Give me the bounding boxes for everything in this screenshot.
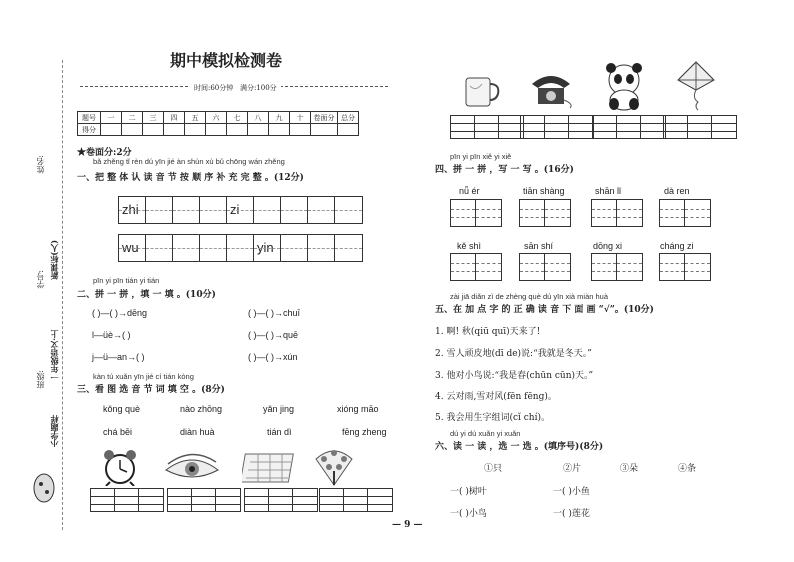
- score-cell[interactable]: [185, 124, 206, 136]
- score-row-label: 得分: [78, 124, 101, 136]
- telephone-icon: [526, 70, 576, 110]
- full-score: 满分:100分: [239, 84, 277, 92]
- s5-item[interactable]: 5. 我会用生字组词(cǐ chí)。: [435, 413, 550, 423]
- s2-item[interactable]: j—ü—an→( ): [92, 352, 145, 362]
- table-header: 卷面分: [311, 112, 338, 124]
- grid-row-2: [118, 234, 363, 262]
- s5-pinyin: zài jiā diǎn zì de zhèng què dú yīn xià miàn huà: [450, 292, 609, 301]
- s6-item[interactable]: 一( )小鱼: [553, 487, 590, 497]
- table-header: 一: [101, 112, 122, 124]
- field-icon: [242, 450, 298, 486]
- s3-title: 三、看 图 选 音 节 词 填 空 。(8分): [77, 385, 225, 395]
- grid-text: wu: [122, 240, 139, 255]
- word-option: diàn huà: [180, 427, 215, 437]
- writing-box[interactable]: [659, 199, 711, 227]
- score-cell[interactable]: [143, 124, 164, 136]
- writing-box[interactable]: [450, 253, 502, 281]
- presentation-score: ★卷面分:2分: [77, 148, 132, 158]
- writing-box[interactable]: [591, 253, 643, 281]
- score-cell[interactable]: [338, 124, 359, 136]
- s2-item[interactable]: ( )—( )→chuī: [248, 308, 301, 318]
- score-cell[interactable]: [206, 124, 227, 136]
- peacock-icon: [312, 445, 356, 487]
- grid-text: yin: [257, 240, 274, 255]
- pinyin-word: sān shí: [524, 241, 554, 251]
- grid-text: zi: [230, 202, 240, 217]
- s6-option: ②片: [563, 464, 582, 474]
- panda-icon: [598, 60, 650, 112]
- answer-box[interactable]: [592, 115, 666, 139]
- s6-pinyin: dú yi dú xuǎn yi xuǎn: [450, 429, 521, 438]
- s2-title: 二、拼 一 拼 ，填 一 填 。(10分): [77, 290, 216, 300]
- word-option: nào zhōng: [180, 404, 223, 414]
- writing-box[interactable]: [519, 253, 571, 281]
- table-header: 四: [164, 112, 185, 124]
- word-option: fēng zheng: [342, 427, 387, 437]
- table-header: 总分: [338, 112, 359, 124]
- answer-box[interactable]: [167, 488, 241, 512]
- s1-title: 一、把 整 体 认 读 音 节 按 顺 序 补 充 完 整 。(12分): [77, 173, 304, 183]
- s6-item[interactable]: 一( )树叶: [450, 487, 487, 497]
- score-cell[interactable]: [311, 124, 338, 136]
- score-cell[interactable]: [290, 124, 311, 136]
- s5-item[interactable]: 3. 他对小鸟说:“我是春(chūn cūn)天。”: [435, 371, 594, 381]
- brand-logo-icon: [32, 470, 56, 504]
- edition-label: 新课标(人): [49, 240, 59, 280]
- binding-line: [62, 60, 63, 530]
- answer-box[interactable]: [319, 488, 393, 512]
- answer-box[interactable]: [244, 488, 318, 512]
- s5-item[interactable]: 4. 云对雨,雪对风(fēn fēng)。: [435, 392, 557, 402]
- writing-box[interactable]: [519, 199, 571, 227]
- pinyin-word: shān lǐ: [595, 186, 622, 196]
- s6-item[interactable]: 一( )莲花: [553, 509, 590, 519]
- table-header: 七: [227, 112, 248, 124]
- pinyin-word: dōng xi: [593, 241, 623, 251]
- kite-icon: [674, 60, 716, 112]
- grid-row-1: [118, 196, 363, 224]
- table-header: 二: [122, 112, 143, 124]
- s5-item[interactable]: 2. 雪人顽皮地(dī de)说:“我就是冬天。”: [435, 349, 592, 359]
- answer-box[interactable]: [663, 115, 737, 139]
- time-limit: 时间:60分钟: [194, 84, 234, 92]
- score-cell[interactable]: [122, 124, 143, 136]
- s6-option: ①只: [484, 464, 503, 474]
- pinyin-word: kě shì: [457, 241, 482, 251]
- pinyin-word: nǚ ér: [459, 186, 480, 196]
- pinyin-word: dà ren: [664, 186, 690, 196]
- name-label: 姓名:: [36, 155, 45, 174]
- brand-label: 小学题样: [49, 415, 59, 447]
- tea-cup-icon: [460, 70, 502, 110]
- pinyin-word: cháng zi: [660, 241, 694, 251]
- word-option: tián dì: [267, 427, 292, 437]
- word-option: xióng māo: [337, 404, 379, 414]
- score-cell[interactable]: [248, 124, 269, 136]
- table-header: 十: [290, 112, 311, 124]
- subject-label: 一年级语文·上: [49, 330, 59, 381]
- s6-item[interactable]: 一( )小鸟: [450, 509, 487, 519]
- s6-title: 六、读 一 读 ，选 一 选 。(填序号)(8分): [435, 442, 604, 452]
- table-header: 题号: [78, 112, 101, 124]
- page-number: — 9 —: [392, 520, 423, 530]
- score-cell[interactable]: [269, 124, 290, 136]
- alarm-clock-icon: [96, 448, 144, 486]
- grid-text: zhi: [122, 202, 139, 217]
- s5-item[interactable]: 1. 啊! 秋(qiū quī)天来了!: [435, 327, 541, 337]
- s1-pinyin: bǎ zhěng tǐ rèn dú yīn jié àn shùn xù bǔ chōng wán zhěng: [93, 157, 285, 166]
- table-header: 三: [143, 112, 164, 124]
- student-id-label: 学号:: [36, 270, 45, 289]
- s2-item[interactable]: ( )—( )→dēng: [92, 308, 148, 318]
- s2-item[interactable]: ( )—( )→quē: [248, 330, 299, 340]
- score-cell[interactable]: [101, 124, 122, 136]
- s2-pinyin: pīn yi pīn tián yi tián: [93, 276, 160, 285]
- s6-option: ③朵: [620, 464, 639, 474]
- answer-box[interactable]: [520, 115, 594, 139]
- s5-title: 五、在 加 点 字 的 正 确 读 音 下 面 画 “√”。(10分): [435, 305, 654, 315]
- score-cell[interactable]: [164, 124, 185, 136]
- class-label: 班级:: [36, 370, 45, 389]
- eye-icon: [162, 452, 222, 484]
- table-header: 六: [206, 112, 227, 124]
- s4-pinyin: pīn yi pīn xiě yi xiě: [450, 152, 512, 161]
- writing-box[interactable]: [450, 199, 502, 227]
- s2-item[interactable]: l—üè→( ): [92, 330, 131, 340]
- s6-option: ④条: [678, 464, 697, 474]
- s3-pinyin: kàn tú xuǎn yīn jié cí tián kòng: [93, 372, 194, 381]
- answer-box[interactable]: [450, 115, 524, 139]
- writing-box[interactable]: [591, 199, 643, 227]
- pinyin-word: tiān shàng: [523, 186, 565, 196]
- table-header: 九: [269, 112, 290, 124]
- word-option: yǎn jing: [263, 404, 295, 414]
- page-title: 期中模拟检测卷: [170, 51, 283, 70]
- score-table: [77, 111, 359, 136]
- word-option: chá bēi: [103, 427, 133, 437]
- score-cell[interactable]: [227, 124, 248, 136]
- writing-box[interactable]: [659, 253, 711, 281]
- table-header: 五: [185, 112, 206, 124]
- s2-item[interactable]: ( )—( )→xún: [248, 352, 298, 362]
- s4-title: 四、拼 一 拼 ，写 一 写 。(16分): [435, 165, 574, 175]
- table-header: 八: [248, 112, 269, 124]
- answer-box[interactable]: [90, 488, 164, 512]
- word-option: kǒng què: [103, 404, 141, 414]
